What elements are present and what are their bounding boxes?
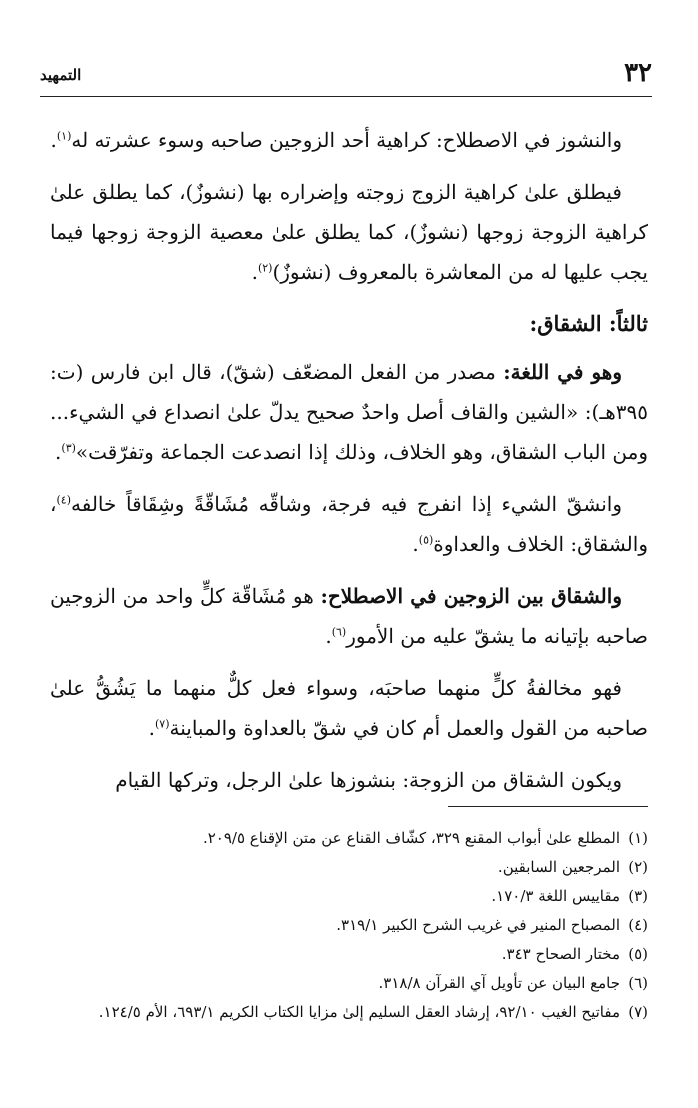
footnote: (٦) جامع البيان عن تأويل آي القرآن ٣١٨/٨. bbox=[378, 974, 648, 992]
paragraph-inshaqq: وانشقّ الشيء إذا انفرج فيه فرجة، وشاقّه مُشَاقّةً وشِقَاقاً خالفه$^{(٤)}$، والشقاق: الخلاف والعداوة$^{(٥)}$. bbox=[50, 492, 648, 556]
footnote-ref-5[interactable]: (٥) bbox=[418, 533, 434, 547]
paragraph-nushuz-types: فيطلق علىٰ كراهية الزوج زوجته وإضراره بها (نشوزٌ)، كما يطلق علىٰ كراهية الزوجة زوجها (نشوزٌ)، كما يطلق علىٰ معصية الزوجة زوجها فيما يجب عليها له من المعاشرة بالمعروف (نشوزٌ)$^{(٢)}$. bbox=[50, 180, 648, 284]
paragraph-mukhalafa: فهو مخالفةُ كلٍّ منهما صاحبَه، وسواء فعل كلٌّ منهما ما يَشُقُّ علىٰ صاحبه من القول والعمل أم كان في شقّ بالعداوة والمباينة$^{(٧)}$. bbox=[50, 676, 648, 740]
footnote: (١) المطلع علىٰ أبواب المقنع ٣٢٩، كشّاف القناع عن متن الإقناع ٢٠٩/٥. bbox=[202, 829, 648, 847]
footnote: (٢) المرجعين السابقين. bbox=[497, 858, 648, 876]
footnote-divider bbox=[448, 806, 648, 807]
footnote-ref-7[interactable]: (٧) bbox=[155, 717, 170, 731]
footnote-ref-4[interactable]: (٤) bbox=[56, 493, 71, 507]
main-text bbox=[50, 120, 648, 812]
page-number: ٣٢ bbox=[624, 58, 652, 88]
footnote: (٧) مفاتيح الغيب ٩٢/١٠، إرشاد العقل السليم إلىٰ مزايا الكتاب الكريم ٦٩٣/١، الأم ١٢٤/٥. bbox=[98, 1003, 648, 1021]
footnote-ref-3[interactable]: (٣) bbox=[61, 441, 76, 455]
footnote-ref-6[interactable]: (٦) bbox=[331, 625, 347, 639]
paragraph-shiqaq-istilah: والشقاق بين الزوجين في الاصطلاح: هو مُشَاقّة كلٍّ واحد من الزوجين صاحبه بإتيانه ما يشقّ عليه من الأمور$^{(٦)}$. bbox=[50, 584, 648, 648]
running-title: التمهيد bbox=[40, 66, 82, 84]
footnote: (٤) المصباح المنير في غريب الشرح الكبير ٣١٩/١. bbox=[336, 916, 648, 934]
paragraph-shiqaq-lugha: وهو في اللغة: مصدر من الفعل المضعّف (شقّ)، قال ابن فارس (ت: ٣٩٥هـ): «الشين والقاف أصل واحدٌ صحيح يدلّ علىٰ انصداع في الشيء... ومن الباب الشقاق، وهو الخلاف، وذلك إذا انصدعت الجماعة وتفرّقت»$^{(٣)}$. bbox=[50, 360, 648, 464]
footnote-ref-1[interactable]: (١) bbox=[56, 129, 72, 143]
section-heading: ثالثاً: الشقاق: bbox=[529, 311, 648, 336]
page-header bbox=[40, 50, 652, 97]
paragraph-last: ويكون الشقاق من الزوجة: بنشوزها علىٰ الرجل، وتركها القيام bbox=[115, 768, 622, 792]
footnote: (٣) مقاييس اللغة ١٧٠/٣. bbox=[491, 887, 648, 905]
footnote-ref-2[interactable]: (٢) bbox=[257, 261, 273, 275]
paragraph-nushuz-istilah: والنشوز في الاصطلاح: كراهية أحد الزوجين صاحبه وسوء عشرته له$^{(١)}$. bbox=[50, 128, 622, 152]
footnote: (٥) مختار الصحاح ٣٤٣. bbox=[501, 945, 648, 963]
footnotes bbox=[50, 826, 648, 1029]
